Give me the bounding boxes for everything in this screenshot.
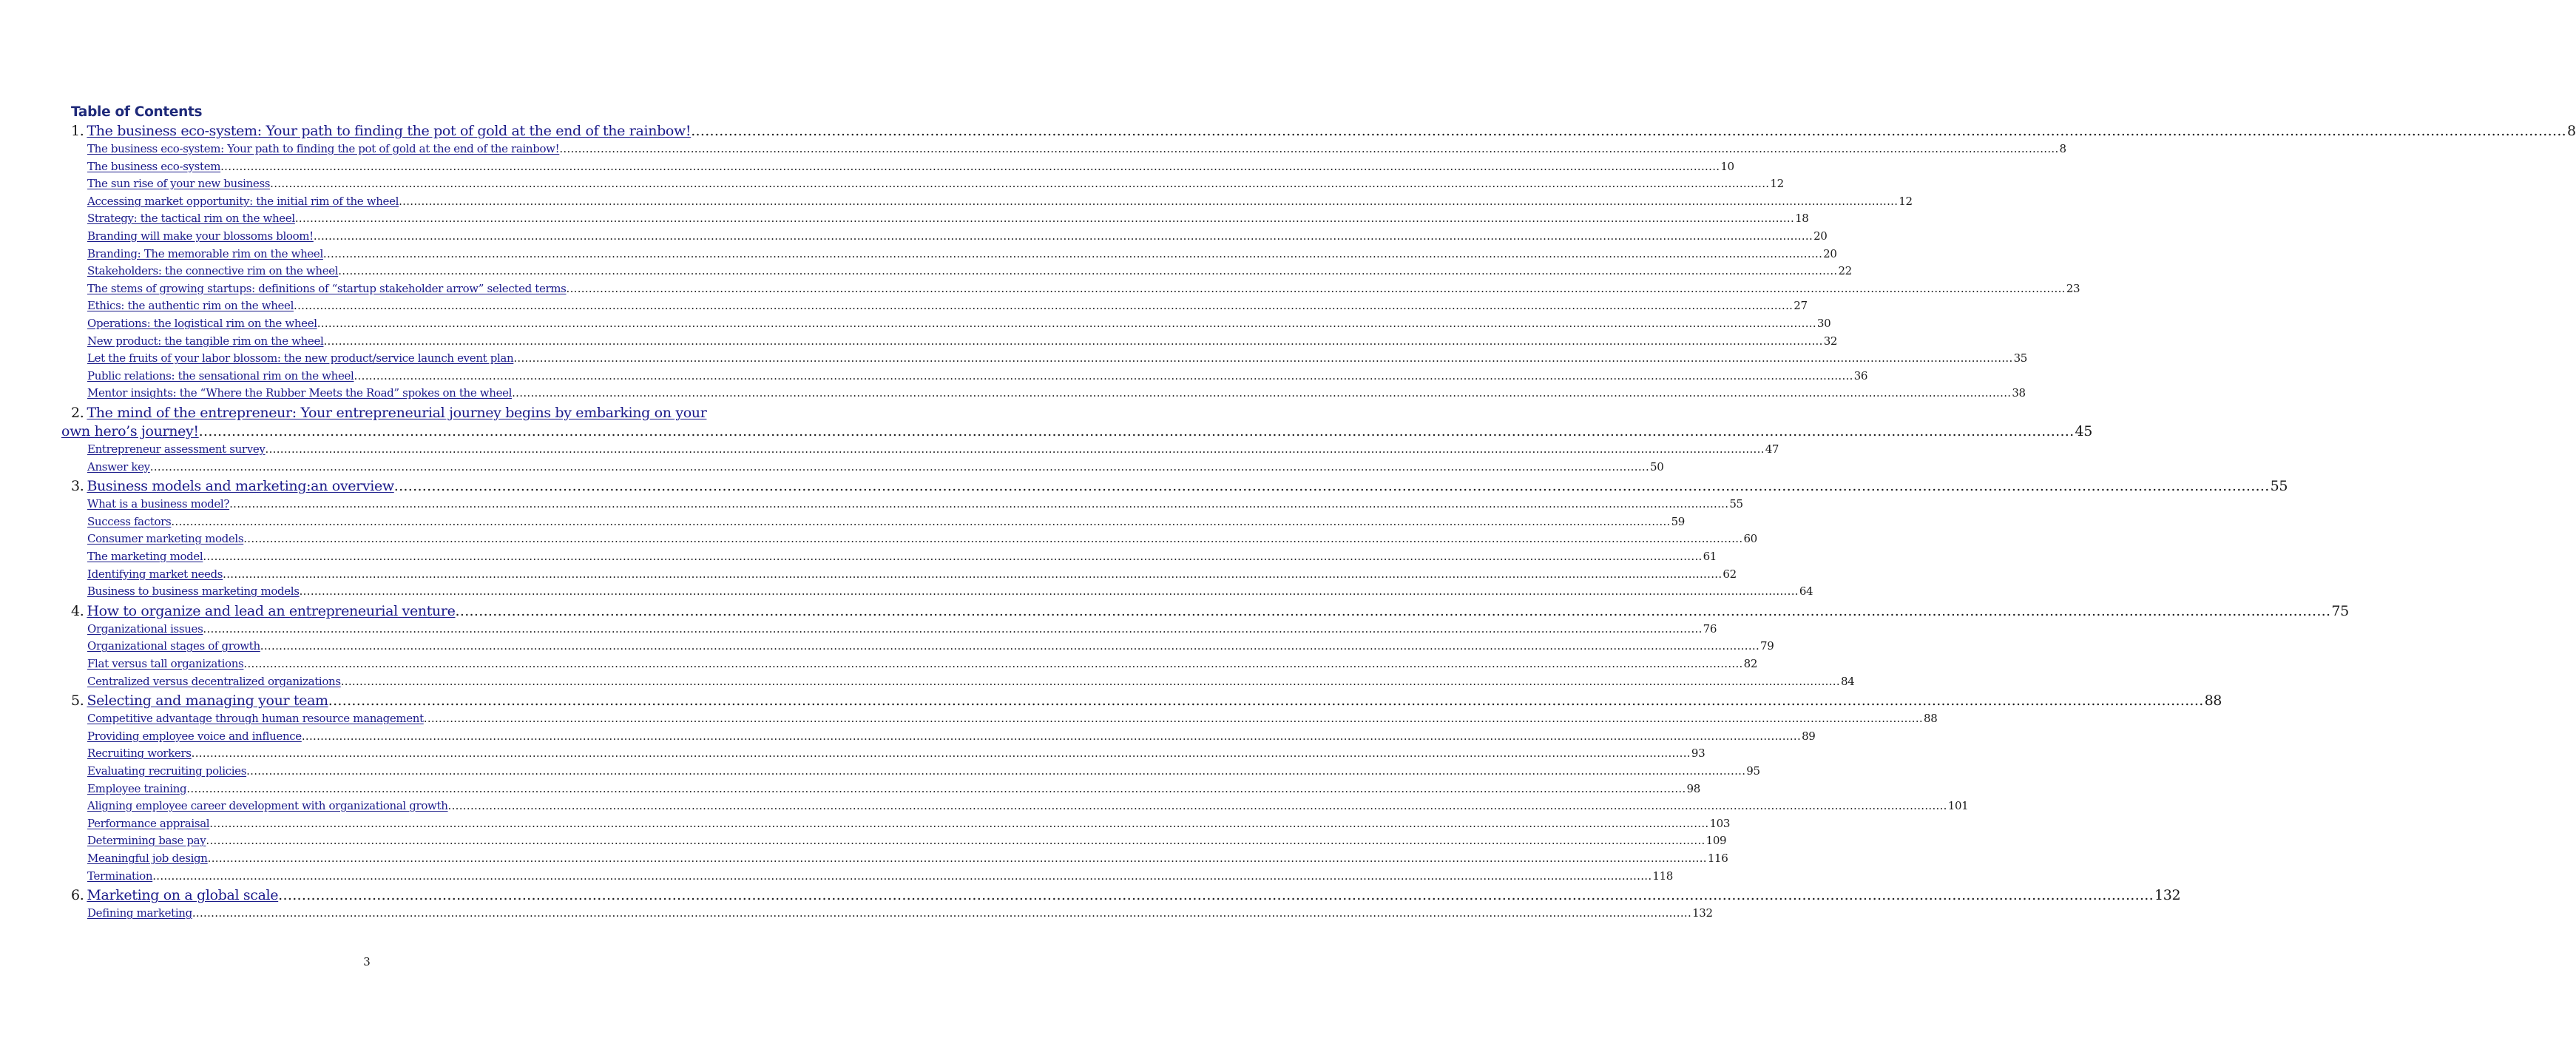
toc-link[interactable]: The marketing model: [87, 550, 203, 563]
toc-link[interactable]: Aligning employee career development with organizational growth: [87, 799, 448, 813]
dot-leader: ................................................................................................................................................................................................................................................................................................................................................................................................................: [191, 747, 1691, 761]
toc-section[interactable]: [87, 799, 1969, 815]
toc-page-number: 23: [2066, 281, 2080, 295]
dot-leader: ................................................................................................................................................................................................................................................................................................................................................................................................................: [294, 212, 1795, 226]
toc-page-number: 27: [1794, 299, 1808, 313]
toc-page-number: 88: [2204, 692, 2222, 710]
toc-section[interactable]: [87, 906, 1713, 923]
toc-chapter-6[interactable]: [71, 887, 2181, 906]
dot-leader: ................................................................................................................................................................................................................................................................................................................................................................................................................: [270, 177, 1770, 191]
toc-page-number: 45: [2075, 423, 2092, 439]
toc-link[interactable]: Evaluating recruiting policies: [87, 764, 247, 778]
toc-page-number: 10: [1720, 159, 1734, 173]
toc-page-number: 36: [1853, 368, 1868, 382]
toc-page-number: 64: [1799, 584, 1813, 599]
dot-leader: ................................................................................................................................................................................................................................................................................................................................................................................................................: [340, 674, 1840, 688]
toc-section[interactable]: [87, 229, 1828, 246]
toc-page-number: 8: [2567, 123, 2576, 139]
dot-leader: ................................................................................................................................................................................................................................................................................................................................................................................................................: [301, 729, 1802, 743]
toc-section[interactable]: [87, 657, 1758, 673]
toc-link[interactable]: Selecting and managing your team: [87, 692, 328, 710]
dot-leader: ................................................................................................................................................................................................................................................................................................................................................................................................................: [691, 123, 2567, 139]
toc-link[interactable]: Employee training: [87, 781, 187, 795]
dot-leader: ................................................................................................................................................................................................................................................................................................................................................................................................................: [294, 299, 1794, 313]
toc-link[interactable]: Let the fruits of your labor blossom: the new product/service launch event plan: [87, 351, 514, 365]
toc-section[interactable]: [87, 299, 1808, 315]
toc-section[interactable]: [87, 246, 1837, 263]
dot-leader: ................................................................................................................................................................................................................................................................................................................................................................................................................: [338, 264, 1838, 278]
toc-link[interactable]: Business models and marketing:an overview: [87, 478, 394, 495]
dot-leader: ................................................................................................................................................................................................................................................................................................................................................................................................................: [278, 887, 2154, 904]
dot-leader: ................................................................................................................................................................................................................................................................................................................................................................................................................: [203, 550, 1703, 563]
dot-leader: ................................................................................................................................................................................................................................................................................................................................................................................................................: [246, 764, 1746, 778]
toc-section[interactable]: [87, 532, 1757, 548]
toc-link[interactable]: Performance appraisal: [87, 816, 210, 830]
dot-leader: ................................................................................................................................................................................................................................................................................................................................................................................................................: [393, 478, 2270, 495]
toc-page-number: 132: [1692, 906, 1713, 920]
toc-chapter-1[interactable]: [71, 123, 2576, 142]
toc-chapter-2-continued[interactable]: [61, 423, 2092, 442]
toc-section[interactable]: [87, 442, 1779, 459]
toc-page-number: 22: [1838, 264, 1852, 278]
toc-link[interactable]: The sun rise of your new business: [87, 177, 271, 191]
toc-chapter-5[interactable]: [71, 692, 2222, 712]
dot-leader: ................................................................................................................................................................................................................................................................................................................................................................................................................: [152, 869, 1652, 883]
toc-link[interactable]: Branding: The memorable rim on the wheel: [87, 246, 323, 260]
toc-section[interactable]: [87, 764, 1760, 781]
toc-page-number: 88: [1924, 712, 1938, 726]
dot-leader: ................................................................................................................................................................................................................................................................................................................................................................................................................: [317, 317, 1816, 330]
toc-page-number: 55: [2270, 478, 2288, 495]
dot-leader: ................................................................................................................................................................................................................................................................................................................................................................................................................: [322, 246, 1823, 260]
dot-leader: ................................................................................................................................................................................................................................................................................................................................................................................................................: [512, 386, 2012, 400]
toc-page-number: 76: [1703, 621, 1717, 636]
toc-section[interactable]: [87, 194, 1913, 211]
toc-page-number: 55: [1729, 497, 1743, 511]
toc-link[interactable]: Accessing market opportunity: the initial rim of the wheel: [87, 194, 399, 208]
toc-section[interactable]: [87, 497, 1743, 513]
toc-page-number: 20: [1813, 229, 1828, 243]
toc-section[interactable]: [87, 639, 1774, 656]
dot-leader: ................................................................................................................................................................................................................................................................................................................................................................................................................: [513, 351, 2013, 365]
toc-section[interactable]: [87, 514, 1685, 531]
toc-page-number: 12: [1899, 194, 1913, 208]
toc-link[interactable]: Public relations: the sensational rim on the wheel: [87, 368, 354, 382]
toc-section[interactable]: [87, 159, 1734, 176]
toc-page-number: 132: [2154, 887, 2181, 904]
toc-link[interactable]: Meaningful job design: [87, 852, 208, 865]
toc-link[interactable]: How to organize and lead an entrepreneurial venture: [87, 602, 456, 619]
toc-link[interactable]: Branding will make your blossoms bloom!: [87, 229, 314, 243]
toc-chapter-3[interactable]: [71, 478, 2288, 497]
toc-link[interactable]: Business to business marketing models: [87, 584, 300, 599]
dot-leader: ................................................................................................................................................................................................................................................................................................................................................................................................................: [260, 639, 1760, 653]
toc-page-number: 116: [1707, 852, 1728, 865]
toc-page-number: 12: [1770, 177, 1784, 191]
toc-section[interactable]: [87, 781, 1700, 798]
dot-leader: ................................................................................................................................................................................................................................................................................................................................................................................................................: [265, 442, 1765, 456]
toc-link[interactable]: Determining base pay: [87, 834, 206, 848]
toc-page-number: 109: [1705, 834, 1727, 848]
toc-section[interactable]: [87, 747, 1705, 763]
dot-leader: ................................................................................................................................................................................................................................................................................................................................................................................................................: [223, 567, 1723, 581]
toc-link[interactable]: Consumer marketing models: [87, 532, 244, 546]
toc-link[interactable]: Mentor insights: the “Where the Rubber Meets the Road” spokes on the wheel: [87, 386, 513, 400]
toc-section[interactable]: [87, 281, 2080, 298]
toc-page-number: 20: [1823, 246, 1837, 260]
toc-link[interactable]: Success factors: [87, 514, 172, 528]
toc-section[interactable]: [87, 621, 1717, 638]
toc-link[interactable]: Entrepreneur assessment survey: [87, 442, 266, 456]
toc-section[interactable]: [87, 334, 1838, 351]
toc-page-number: 18: [1795, 212, 1809, 226]
toc-page-number: 75: [2331, 602, 2349, 619]
toc-link[interactable]: The business eco-system: [87, 159, 221, 173]
toc-link[interactable]: The mind of the entrepreneur: Your entrepreneurial journey begins by embarking on your: [87, 405, 707, 421]
toc-page-number: 62: [1723, 567, 1737, 581]
toc-link[interactable]: The business eco-system: Your path to finding the pot of gold at the end of the rainbow!: [87, 123, 692, 139]
dot-leader: ................................................................................................................................................................................................................................................................................................................................................................................................................: [323, 334, 1823, 348]
toc-link[interactable]: Defining marketing: [87, 906, 192, 920]
page-number: 3: [363, 955, 371, 968]
dot-leader: ................................................................................................................................................................................................................................................................................................................................................................................................................: [229, 497, 1729, 511]
toc-section[interactable]: [87, 852, 1728, 868]
toc-page-number: 101: [1947, 799, 1969, 813]
toc-page-number: 61: [1703, 550, 1717, 563]
toc-link[interactable]: Operations: the logistical rim on the wheel: [87, 317, 317, 330]
toc-section[interactable]: [87, 712, 1938, 728]
toc-link[interactable]: Stakeholders: the connective rim on the wheel: [87, 264, 339, 278]
toc-section[interactable]: [87, 729, 1816, 746]
dot-leader: ................................................................................................................................................................................................................................................................................................................................................................................................................: [149, 459, 1650, 473]
toc-section[interactable]: [87, 317, 1831, 333]
dot-leader: ................................................................................................................................................................................................................................................................................................................................................................................................................: [207, 852, 1707, 865]
toc-section[interactable]: [87, 368, 1868, 385]
toc-link[interactable]: Identifying market needs: [87, 567, 223, 581]
dot-leader: ................................................................................................................................................................................................................................................................................................................................................................................................................: [186, 781, 1686, 795]
toc-link[interactable]: Flat versus tall organizations: [87, 657, 244, 670]
dot-leader: ................................................................................................................................................................................................................................................................................................................................................................................................................: [423, 712, 1923, 726]
toc-page-number: 32: [1823, 334, 1838, 348]
toc-page-number: 50: [1650, 459, 1664, 473]
toc-page-number: 60: [1743, 532, 1757, 546]
toc-link[interactable]: Answer key: [87, 459, 150, 473]
toc-section[interactable]: [87, 212, 1809, 228]
dot-leader: ................................................................................................................................................................................................................................................................................................................................................................................................................: [206, 834, 1705, 848]
toc-link[interactable]: Competitive advantage through human resource management: [87, 712, 424, 726]
toc-section[interactable]: [87, 567, 1737, 584]
dot-leader: ................................................................................................................................................................................................................................................................................................................................................................................................................: [559, 142, 2059, 155]
toc-page-number: 95: [1746, 764, 1760, 778]
dot-leader: ................................................................................................................................................................................................................................................................................................................................................................................................................: [455, 602, 2331, 619]
toc-page-number: 30: [1816, 317, 1831, 330]
toc-link[interactable]: Termination: [87, 869, 153, 883]
dot-leader: ................................................................................................................................................................................................................................................................................................................................................................................................................: [203, 621, 1703, 636]
toc-link[interactable]: Organizational issues: [87, 621, 203, 636]
dot-leader: ................................................................................................................................................................................................................................................................................................................................................................................................................: [313, 229, 1813, 243]
dot-leader: ................................................................................................................................................................................................................................................................................................................................................................................................................: [243, 532, 1743, 546]
dot-leader: ................................................................................................................................................................................................................................................................................................................................................................................................................: [447, 799, 1947, 813]
dot-leader: ................................................................................................................................................................................................................................................................................................................................................................................................................: [399, 194, 1899, 208]
toc-page-number: 89: [1802, 729, 1816, 743]
dot-leader: ................................................................................................................................................................................................................................................................................................................................................................................................................: [198, 423, 2075, 439]
dot-leader: ................................................................................................................................................................................................................................................................................................................................................................................................................: [171, 514, 1671, 528]
dot-leader: ................................................................................................................................................................................................................................................................................................................................................................................................................: [192, 906, 1692, 920]
toc-title: Table of Contents: [71, 104, 203, 120]
toc-link[interactable]: Organizational stages of growth: [87, 639, 260, 653]
chapter-number: 1.: [71, 123, 84, 139]
toc-page-number: 103: [1709, 816, 1731, 830]
chapter-number: 2.: [71, 405, 84, 421]
toc-link[interactable]: The business eco-system: Your path to finding the pot of gold at the end of the rainbow!: [87, 142, 560, 155]
toc-link[interactable]: own hero’s journey!: [61, 423, 199, 439]
dot-leader: ................................................................................................................................................................................................................................................................................................................................................................................................................: [354, 368, 1853, 382]
toc-section[interactable]: [87, 816, 1731, 833]
toc-page-number: 35: [2013, 351, 2027, 365]
toc-section[interactable]: [87, 264, 1852, 280]
dot-leader: ................................................................................................................................................................................................................................................................................................................................................................................................................: [243, 657, 1743, 670]
toc-page-number: 93: [1691, 747, 1705, 761]
toc-section[interactable]: [87, 834, 1727, 850]
toc-section[interactable]: [87, 550, 1717, 566]
toc-page-number: 79: [1760, 639, 1774, 653]
toc-section[interactable]: [87, 177, 1784, 193]
toc-section[interactable]: [87, 674, 1855, 691]
toc-page-number: 84: [1840, 674, 1855, 688]
toc-section[interactable]: [87, 386, 2026, 402]
toc-page-number: 8: [2059, 142, 2066, 155]
toc-link[interactable]: Providing employee voice and influence: [87, 729, 302, 743]
toc-section[interactable]: [87, 142, 2066, 158]
toc-page-number: 47: [1765, 442, 1779, 456]
toc-page-number: 59: [1671, 514, 1685, 528]
toc-link[interactable]: Strategy: the tactical rim on the wheel: [87, 212, 295, 226]
toc-page-number: 82: [1743, 657, 1758, 670]
toc-page-number: 38: [2012, 386, 2026, 400]
dot-leader: ................................................................................................................................................................................................................................................................................................................................................................................................................: [220, 159, 1720, 173]
toc-link[interactable]: Marketing on a global scale: [87, 887, 279, 904]
toc-link[interactable]: The stems of growing startups: definitions of “startup stakeholder arrow” selected terms: [87, 281, 567, 295]
toc-page-number: 98: [1686, 781, 1700, 795]
chapter-number: 6.: [71, 887, 84, 904]
toc-link[interactable]: New product: the tangible rim on the wheel: [87, 334, 324, 348]
toc-section[interactable]: [87, 869, 1674, 886]
toc-link[interactable]: Centralized versus decentralized organizations: [87, 674, 341, 688]
chapter-number: 5.: [71, 692, 84, 710]
toc-chapter-2[interactable]: [71, 405, 707, 424]
dot-leader: ................................................................................................................................................................................................................................................................................................................................................................................................................: [209, 816, 1709, 830]
toc-chapter-4[interactable]: [71, 602, 2349, 622]
toc-link[interactable]: What is a business model?: [87, 497, 230, 511]
dot-leader: ................................................................................................................................................................................................................................................................................................................................................................................................................: [328, 692, 2204, 710]
toc-page-number: 118: [1652, 869, 1674, 883]
dot-leader: ................................................................................................................................................................................................................................................................................................................................................................................................................: [299, 584, 1799, 599]
toc-section[interactable]: [87, 459, 1664, 476]
chapter-number: 4.: [71, 602, 84, 619]
toc-section[interactable]: [87, 351, 2027, 368]
toc-section[interactable]: [87, 584, 1813, 601]
toc-link[interactable]: Ethics: the authentic rim on the wheel: [87, 299, 294, 313]
toc-link[interactable]: Recruiting workers: [87, 747, 192, 761]
chapter-number: 3.: [71, 478, 84, 495]
dot-leader: ................................................................................................................................................................................................................................................................................................................................................................................................................: [566, 281, 2066, 295]
